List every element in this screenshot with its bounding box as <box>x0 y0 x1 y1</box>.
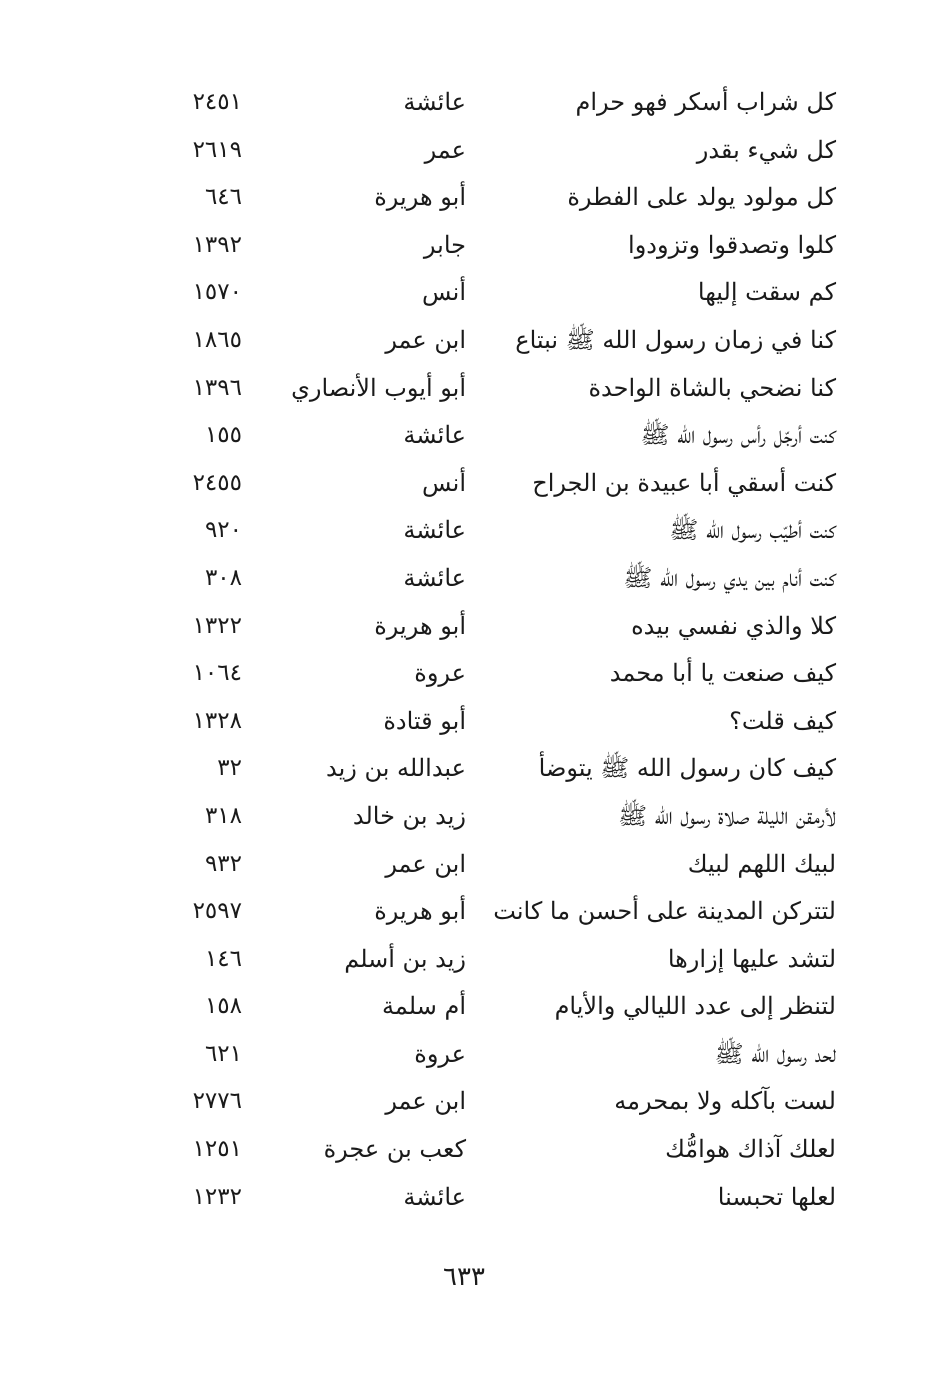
hadith-number: ١٨٦٥ <box>192 326 242 353</box>
hadith-number: ٣١٨ <box>204 802 242 829</box>
index-entry <box>0 554 928 602</box>
index-entry <box>0 173 928 221</box>
hadith-number: ٢٤٥١ <box>192 89 242 115</box>
index-entry <box>0 697 928 745</box>
index-entry <box>0 78 928 126</box>
hadith-number: ١٥٧٠ <box>192 279 242 306</box>
hadith-number: ٩٣٢ <box>204 850 242 877</box>
narrator-name: عبدالله بن زيد <box>325 754 466 783</box>
hadith-phrase: كم سقت إليها <box>697 278 836 307</box>
index-entry <box>0 982 928 1030</box>
hadith-phrase: كل شراب أسكر فهو حرام <box>575 88 836 116</box>
narrator-name: أم سلمة <box>382 992 466 1021</box>
index-entry <box>0 1030 928 1078</box>
index-entry <box>0 316 928 364</box>
narrator-name: كعب بن عجرة <box>323 1135 466 1164</box>
narrator-name: أبو هريرة <box>374 611 466 640</box>
index-entry <box>0 1077 928 1125</box>
narrator-name: عائشة <box>403 88 466 116</box>
hadith-number: ١٥٨ <box>204 993 242 1020</box>
narrator-name: ابن عمر <box>385 849 466 878</box>
index-entry <box>0 459 928 507</box>
narrator-name: أنس <box>422 468 466 497</box>
narrator-name: أبو قتادة <box>383 706 466 735</box>
hadith-phrase: لتشد عليها إزارها <box>667 944 836 973</box>
hadith-number: ٢٤٥٥ <box>192 469 242 496</box>
index-entry <box>0 364 928 412</box>
hadith-number: ١٣٢٢ <box>192 612 242 639</box>
index-entry <box>0 506 928 554</box>
narrator-name: أنس <box>422 278 466 307</box>
index-entry <box>0 126 928 174</box>
index-entry <box>0 221 928 269</box>
narrator-name: عروة <box>414 1039 466 1068</box>
index-entry <box>0 602 928 650</box>
hadith-number: ٢٧٧٦ <box>192 1088 242 1115</box>
hadith-number: ٦٤٦ <box>204 184 242 211</box>
hadith-phrase: كنا في زمان رسول الله ﷺ نبتاع <box>515 325 836 354</box>
hadith-number: ١٠٦٤ <box>192 660 242 687</box>
narrator-name: جابر <box>423 230 466 259</box>
index-entry <box>0 268 928 316</box>
hadith-phrase: لبيك اللهم لبيك <box>687 849 836 878</box>
index-entry <box>0 649 928 697</box>
hadith-phrase: لعلها تحبسنا <box>717 1182 836 1211</box>
narrator-name: عمر <box>424 135 466 164</box>
hadith-phrase: كيف كان رسول الله ﷺ يتوضأ <box>538 754 836 783</box>
hadith-number: ٣٠٨ <box>204 564 242 591</box>
hadith-number: ١٤٦ <box>204 945 242 972</box>
narrator-name: ابن عمر <box>385 1087 466 1116</box>
narrator-name: أبو هريرة <box>374 183 466 212</box>
hadith-phrase: كنت أطيّب رسول الله ﷺ <box>669 516 836 545</box>
narrator-name: زيد بن خالد <box>352 801 466 830</box>
hadith-index-table <box>0 78 928 1220</box>
index-entry <box>0 1125 928 1173</box>
hadith-phrase: لحد رسول الله ﷺ <box>714 1039 836 1068</box>
hadith-number: ٩٢٠ <box>204 517 242 544</box>
hadith-phrase: كنت أنام بين يدي رسول الله ﷺ <box>623 563 836 592</box>
index-entry <box>0 840 928 888</box>
index-entry <box>0 411 928 459</box>
hadith-number: ٦٢١ <box>204 1040 242 1067</box>
hadith-number: ١٣٩٢ <box>192 231 242 258</box>
hadith-phrase: كل مولود يولد على الفطرة <box>567 183 836 212</box>
hadith-number: ١٣٩٦ <box>192 374 242 401</box>
index-entry <box>0 744 928 792</box>
hadith-phrase: كلوا وتصدقوا وتزودوا <box>628 230 836 259</box>
hadith-phrase: لست بآكله ولا بمحرمه <box>614 1087 836 1116</box>
hadith-phrase: كيف قلت؟ <box>729 706 836 735</box>
narrator-name: عائشة <box>403 421 466 450</box>
hadith-phrase: كيف صنعت يا أبا محمد <box>609 659 836 688</box>
narrator-name: زيد بن أسلم <box>344 944 466 973</box>
hadith-phrase: كنا نضحي بالشاة الواحدة <box>588 373 836 402</box>
hadith-number: ٢٥٩٧ <box>192 898 242 925</box>
hadith-phrase: لأرمقن الليلة صلاة رسول الله ﷺ <box>618 801 836 830</box>
hadith-phrase: لعلك آذاك هوامُّك <box>665 1135 836 1164</box>
hadith-number: ١٥٥ <box>204 422 242 449</box>
page-number: ٦٣٣ <box>443 1262 485 1292</box>
narrator-name: أبو هريرة <box>374 897 466 926</box>
hadith-number: ١٣٢٨ <box>192 707 242 734</box>
narrator-name: عروة <box>414 659 466 688</box>
hadith-number: ٢٦١٩ <box>192 136 242 163</box>
hadith-number: ١٢٥١ <box>192 1136 242 1163</box>
hadith-phrase: كلا والذي نفسي بيده <box>631 611 836 640</box>
hadith-phrase: كنت أرجّل رأس رسول الله ﷺ <box>640 421 836 450</box>
index-entry <box>0 935 928 983</box>
narrator-name: عائشة <box>403 516 466 545</box>
hadith-phrase: لتنظر إلى عدد الليالي والأيام <box>554 992 836 1021</box>
index-entry <box>0 1173 928 1221</box>
hadith-phrase: كنت أسقي أبا عبيدة بن الجراح <box>532 468 836 497</box>
narrator-name: ابن عمر <box>385 325 466 354</box>
hadith-phrase: لتتركن المدينة على أحسن ما كانت <box>493 897 836 926</box>
index-entry <box>0 792 928 840</box>
index-entry <box>0 887 928 935</box>
narrator-name: عائشة <box>403 563 466 592</box>
narrator-name: أبو أيوب الأنصاري <box>291 373 466 402</box>
narrator-name: عائشة <box>403 1182 466 1211</box>
hadith-phrase: كل شيء بقدر <box>696 135 836 164</box>
hadith-number: ١٢٣٢ <box>192 1183 242 1210</box>
hadith-number: ٣٢ <box>217 755 242 782</box>
